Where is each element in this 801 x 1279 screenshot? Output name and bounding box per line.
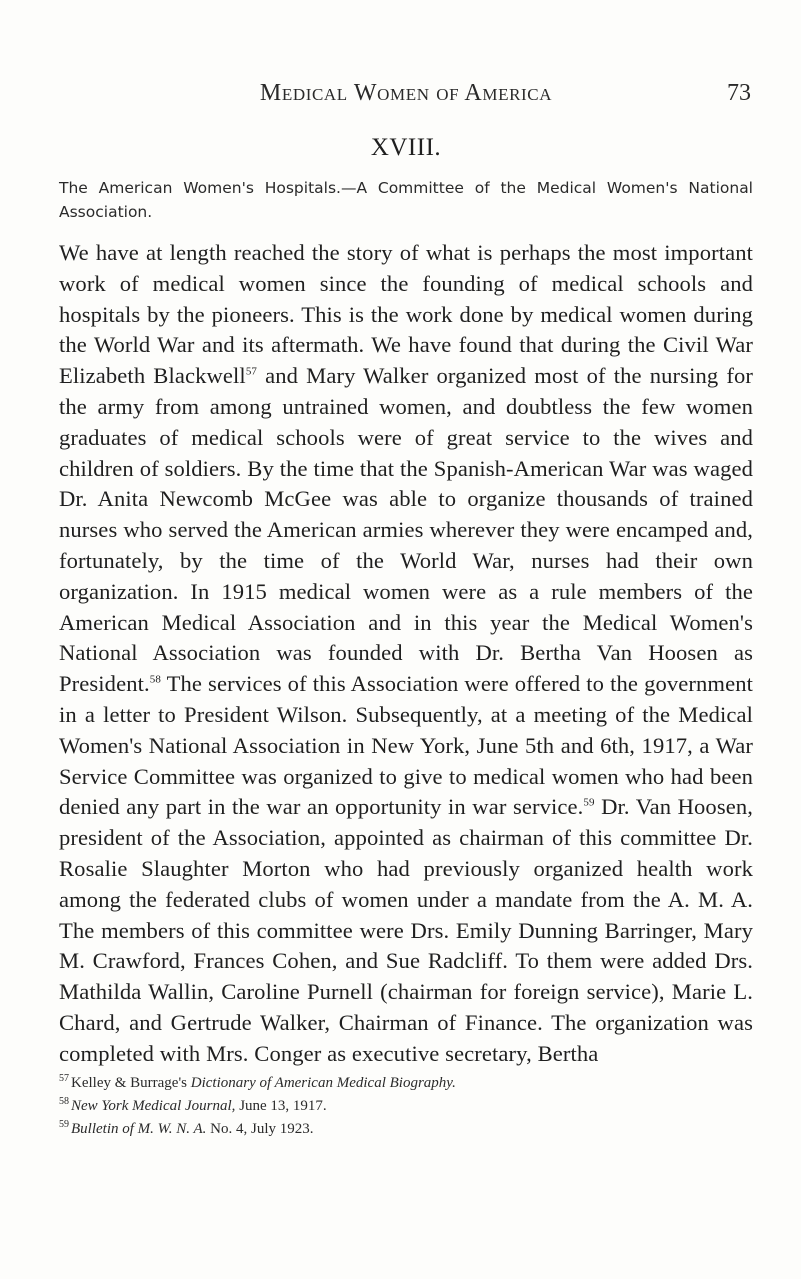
body-paragraph-part: Dr. Van Hoosen, president of the Association, appointed as chairman of this committee Dr. Rosalie Slaughter Morton who had previously organized health work among the federated clubs of women under a mandate from the A. M. A. The members of this committee were Drs. Emily Dunning Barringer, Mary M. Crawford, Frances Cohen, and Sue Radcliff. To them were added Drs. Mathilda Wallin, Caroline Purnell (chairman for foreign service), Marie L. Chard, and Gertrude Walker, Chairman of Finance. The organization was completed with Mrs. Conger as executive secretary, Bertha <box>59 794 753 1066</box>
body-paragraph-part: and Mary Walker organized most of the nursing for the army from among untrained women, and doubtless the few women graduates of medical schools were of great service to the wives and children of soldiers. By the time that the Spanish-American War was waged Dr. Anita Newcomb McGee was able to organize thousands of trained nurses who served the American armies wherever they were encamped and, fortunately, by the time of the World War, nurses had their own organization. In 1915 medical women were as a rule members of the American Medical Association and in this year the Medical Women's National Association was founded with Dr. Bertha Van Hoosen as President. <box>59 363 753 697</box>
running-head <box>59 80 753 114</box>
footnote-text: June 13, 1917. <box>235 1097 327 1114</box>
footnote-number: 59 <box>59 1118 69 1130</box>
chapter-summary: The American Women's Hospitals.—A Committee of the Medical Women's National Association. <box>59 179 753 221</box>
footnotes <box>59 1072 753 1141</box>
footnote-title: New York Medical Journal, <box>71 1097 236 1114</box>
chapter-number: XVIII. <box>370 134 442 161</box>
body-paragraph-part: The services of this Association were offered to the government in a letter to President Wilson. Subsequently, at a meeting of the Medical Women's National Association in New York, June 5th and 6th, 1917, a War Service Committee was organized to give to medical women who had been denied any part in the war an opportunity in war service. <box>59 671 753 820</box>
footnote <box>59 1072 753 1095</box>
running-title: Medical Women of America <box>259 80 553 106</box>
footnote-title: Dictionary of American Medical Biography. <box>190 1074 456 1091</box>
body-paragraph-part: We have at length reached the story of what is perhaps the most important work of medical women since the founding of medical schools and hospitals by the pioneers. This is the work done by medical women during the World War and its aftermath. We have found that during the Civil War Elizabeth Blackwell <box>59 240 753 389</box>
footnote-ref: 57 <box>245 365 258 378</box>
footnote-number: 57 <box>59 1072 69 1084</box>
footnote <box>59 1095 753 1118</box>
footnote <box>59 1118 753 1141</box>
footnote-text: No. 4, July 1923. <box>206 1120 314 1137</box>
page-number: 73 <box>727 80 751 106</box>
footnote-number: 58 <box>59 1095 69 1107</box>
book-page <box>59 80 753 1141</box>
footnote-text: Kelley & Burrage's <box>71 1074 191 1091</box>
body-text <box>59 238 753 1070</box>
footnote-title: Bulletin of M. W. N. A. <box>71 1120 207 1137</box>
footnote-ref: 59 <box>583 796 595 809</box>
footnote-ref: 58 <box>149 673 161 686</box>
